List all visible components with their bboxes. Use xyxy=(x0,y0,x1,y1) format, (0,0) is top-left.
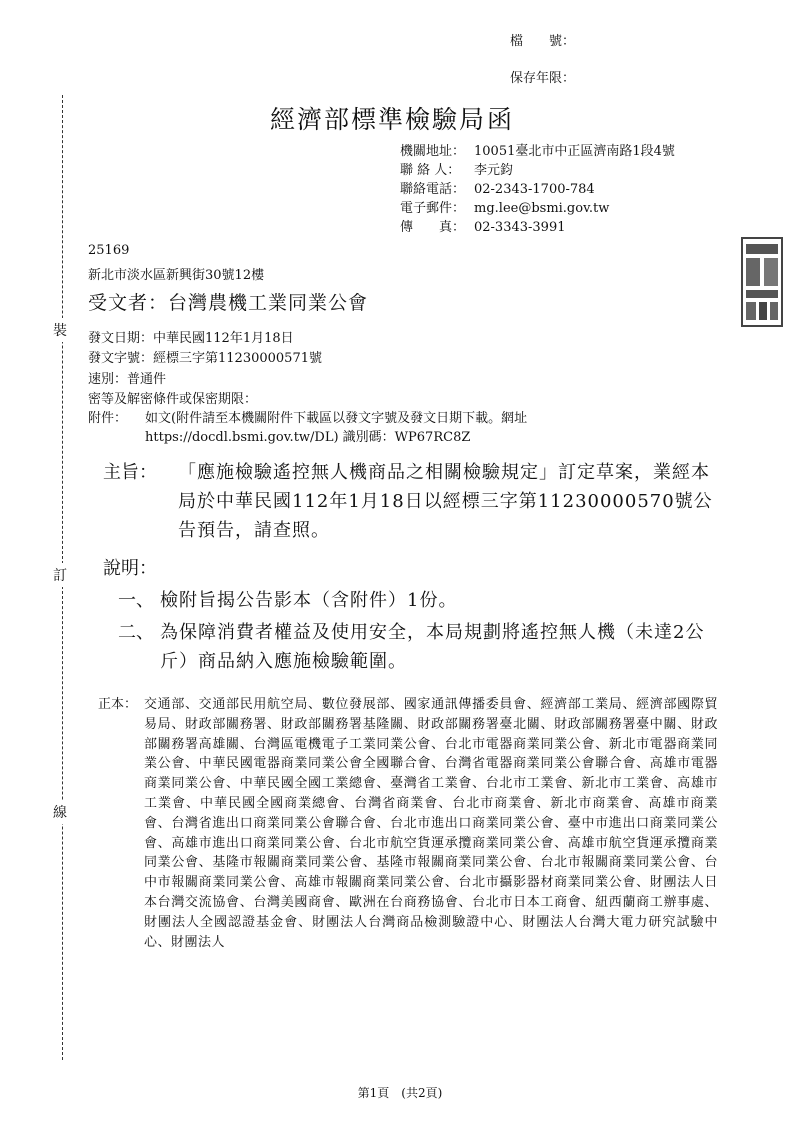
contact-key: 聯 絡 人： xyxy=(400,163,461,178)
contact-block xyxy=(400,142,675,237)
issue-date: 發文日期：中華民國112年1月18日 xyxy=(88,331,294,346)
contact-row xyxy=(400,180,675,199)
recipient-address: 新北市淡水區新興街30號12樓 xyxy=(88,268,265,283)
recipient-postcode: 25169 xyxy=(88,243,130,258)
contact-row xyxy=(400,142,675,161)
attachment xyxy=(88,409,718,447)
cc-list xyxy=(98,695,718,952)
contact-row xyxy=(400,161,675,180)
attachment-label: 附件： xyxy=(88,411,128,426)
explanation-point xyxy=(118,586,718,615)
attachment-text: 如文(附件請至本機關附件下載區以發文字號及發文日期下載。網址https://docdl.bsmi.gov.tw/DL) 識別碼：WP67RC8Z xyxy=(145,411,528,445)
seal-stamp-icon xyxy=(740,236,784,328)
contact-key: 電子郵件： xyxy=(400,201,466,216)
cc-label: 正本： xyxy=(98,697,138,712)
contact-row xyxy=(400,199,675,218)
agency-title: 經濟部標準檢驗局 xyxy=(270,105,487,134)
recipient: 受文者：台灣農機工業同業公會 xyxy=(88,292,369,314)
point-number: 一、 xyxy=(118,590,154,611)
binding-mark: 訂 xyxy=(53,563,67,587)
contact-key: 機關地址： xyxy=(400,144,466,159)
explanation-point xyxy=(118,618,718,676)
subject-label: 主旨： xyxy=(103,462,157,483)
point-text: 檢附旨揭公告影本（含附件）1份。 xyxy=(160,590,458,611)
contact-key: 聯絡電話： xyxy=(400,182,466,197)
subject xyxy=(103,458,723,545)
contact-value: mg.lee@bsmi.gov.tw xyxy=(474,201,610,216)
contact-value: 02-3343-3991 xyxy=(474,220,566,235)
contact-row xyxy=(400,218,675,237)
binding-mark: 裝 xyxy=(53,318,67,342)
cc-text: 交通部、交通部民用航空局、數位發展部、國家通訊傳播委員會、經濟部工業局、經濟部國際貿易局、財政部關務署、財政部關務署基隆關、財政部關務署臺北關、財政部關務署臺中關、財政部關務署高雄關、台灣區電機電子工業同業公會、台北市電器商業同業公會、新北市電器商業同業公會、中華民國電器商業同業公會全國聯合會、台灣省電器商業同業公會聯合會、高雄市電器商業同業公會、中華民國全國工業總會、臺灣省工業會、台北市工業會、新北市工業會、高雄市工業會、中華民國全國商業總會、台灣省商業會、台北市商業會、新北市商業會、高雄市商業會、台灣省進出口商業同業公會聯合會、台北市進出口商業同業公會、臺中市進出口商業同業公會、高雄市進出口商業同業公會、台北市航空貨運承攬商業同業公會、高雄市航空貨運承攬商業同業公會、基隆市報關商業同業公會、基隆市報關商業同業公會、台北市報關商業同業公會、台中市報關商業同業公會、高雄市報關商業同業公會、台北市攝影器材商業同業公會、財團法人日本台灣交流協會、台灣美國商會、歐洲在台商務協會、台北市日本工商會、紐西蘭商工辦事處、財團法人全國認證基金會、財團法人台灣商品檢測驗證中心、財團法人台灣大電力研究試驗中心、財團法人 xyxy=(144,697,718,950)
page-number: 第1頁 (共2頁) xyxy=(357,1086,443,1100)
binding-mark: 線 xyxy=(53,800,67,824)
contact-value: 10051臺北市中正區濟南路1段4號 xyxy=(474,144,675,159)
contact-key: 傳 真： xyxy=(400,220,466,235)
reference-number: 發文字號：經標三字第11230000571號 xyxy=(88,351,322,366)
contact-value: 李元鈞 xyxy=(474,163,514,178)
point-number: 二、 xyxy=(118,622,154,643)
document-type: 函 xyxy=(487,105,513,134)
delivery-speed: 速別：普通件 xyxy=(88,372,167,387)
secrecy-level: 密等及解密條件或保密期限： xyxy=(88,392,258,407)
contact-value: 02-2343-1700-784 xyxy=(474,182,595,197)
explanation-label: 說明： xyxy=(103,558,157,579)
point-text: 為保障消費者權益及使用安全，本局規劃將遙控無人機（未達2公斤）商品納入應施檢驗範圍。 xyxy=(160,622,705,672)
subject-text: 「應施檢驗遙控無人機商品之相關檢驗規定」訂定草案，業經本局於中華民國112年1月18日以經標三字第11230000570號公告預告，請查照。 xyxy=(178,462,713,541)
file-number-label: 檔 號： xyxy=(510,34,576,49)
retention-period-label: 保存年限： xyxy=(510,71,576,86)
